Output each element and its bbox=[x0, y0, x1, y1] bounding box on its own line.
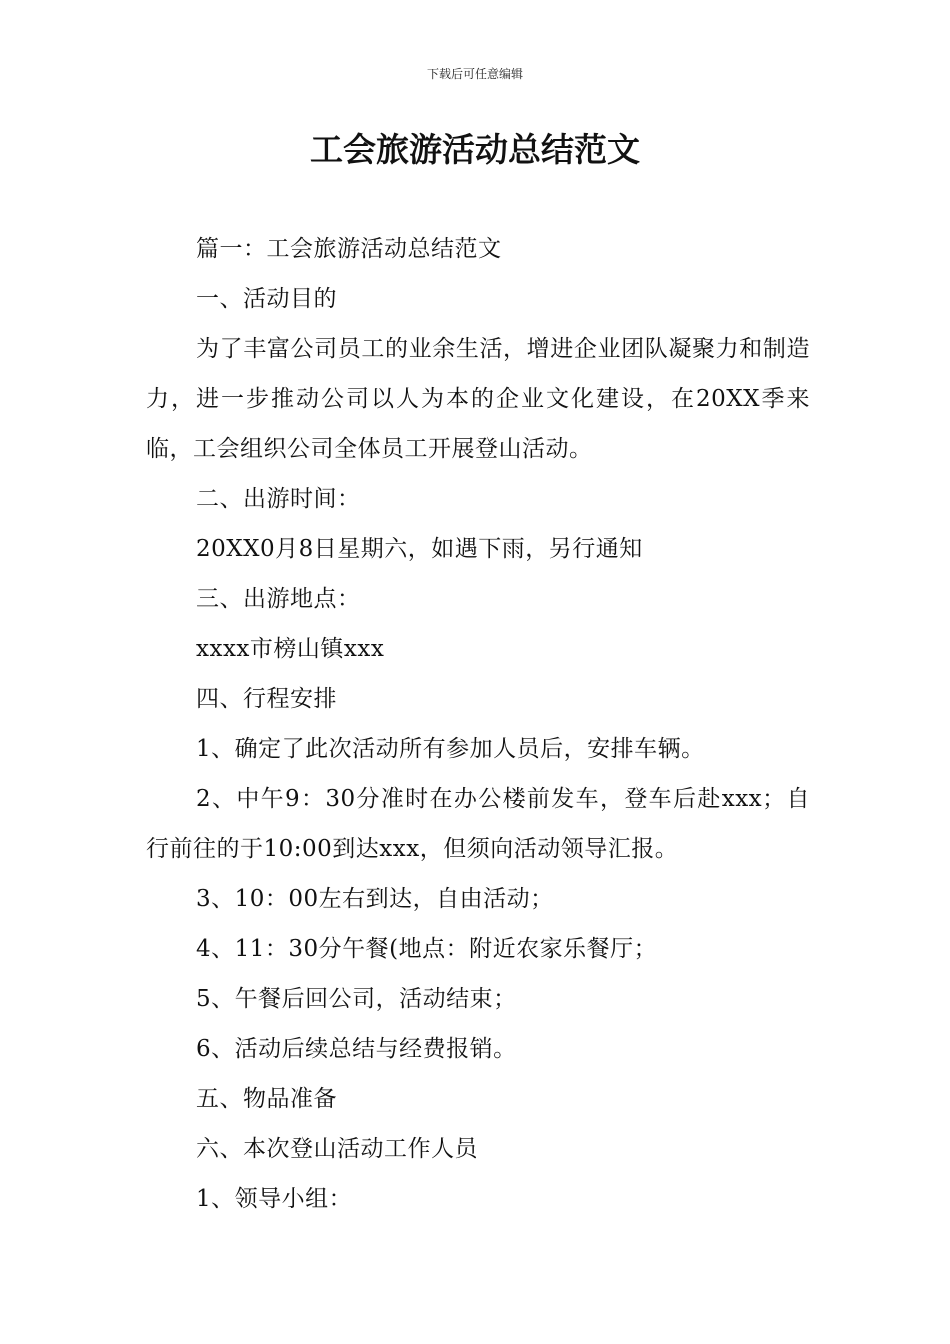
paragraph-section-heading: 篇一：工会旅游活动总结范文 bbox=[196, 236, 502, 262]
paragraph-place-text: xxxx市榜山镇xxx bbox=[196, 636, 385, 662]
paragraph-schedule-item-3: 3、10：00左右到达，自由活动； bbox=[196, 886, 554, 912]
paragraph-purpose-text: 为了丰富公司员工的业余生活，增进企业团队凝聚力和制造力，进一步推动公司以人为本的企业文化建设，在20XX季来临，工会组织公司全体员工开展登山活动。 bbox=[146, 336, 810, 462]
paragraph-heading-purpose: 一、活动目的 bbox=[196, 286, 337, 312]
paragraph-heading-time: 二、出游时间： bbox=[196, 486, 361, 512]
paragraph-schedule-item-1: 1、确定了此次活动所有参加人员后，安排车辆。 bbox=[196, 736, 705, 762]
document-body bbox=[146, 224, 810, 1224]
paragraph-heading-supplies: 五、物品准备 bbox=[196, 1086, 337, 1112]
paragraph-schedule-item-5: 5、午餐后回公司，活动结束； bbox=[196, 986, 517, 1012]
paragraph-staff-item-1: 1、领导小组： bbox=[196, 1186, 353, 1212]
paragraph-schedule-item-2: 2、中午9：30分准时在办公楼前发车，登车后赴xxx；自行前往的于10:00到达xxx，但须向活动领导汇报。 bbox=[146, 786, 810, 862]
paragraph-heading-place: 三、出游地点： bbox=[196, 586, 361, 612]
page-header-note: 下载后可任意编辑 bbox=[426, 67, 523, 81]
paragraph-schedule-item-6: 6、活动后续总结与经费报销。 bbox=[196, 1036, 517, 1062]
document-title: 工会旅游活动总结范文 bbox=[310, 130, 640, 169]
paragraph-schedule-item-4: 4、11：30分午餐(地点：附近农家乐餐厅； bbox=[196, 936, 658, 962]
paragraph-time-text: 20XX0月8日星期六，如遇下雨，另行通知 bbox=[196, 536, 643, 562]
paragraph-heading-staff: 六、本次登山活动工作人员 bbox=[196, 1136, 478, 1162]
paragraph-heading-schedule: 四、行程安排 bbox=[196, 686, 337, 712]
